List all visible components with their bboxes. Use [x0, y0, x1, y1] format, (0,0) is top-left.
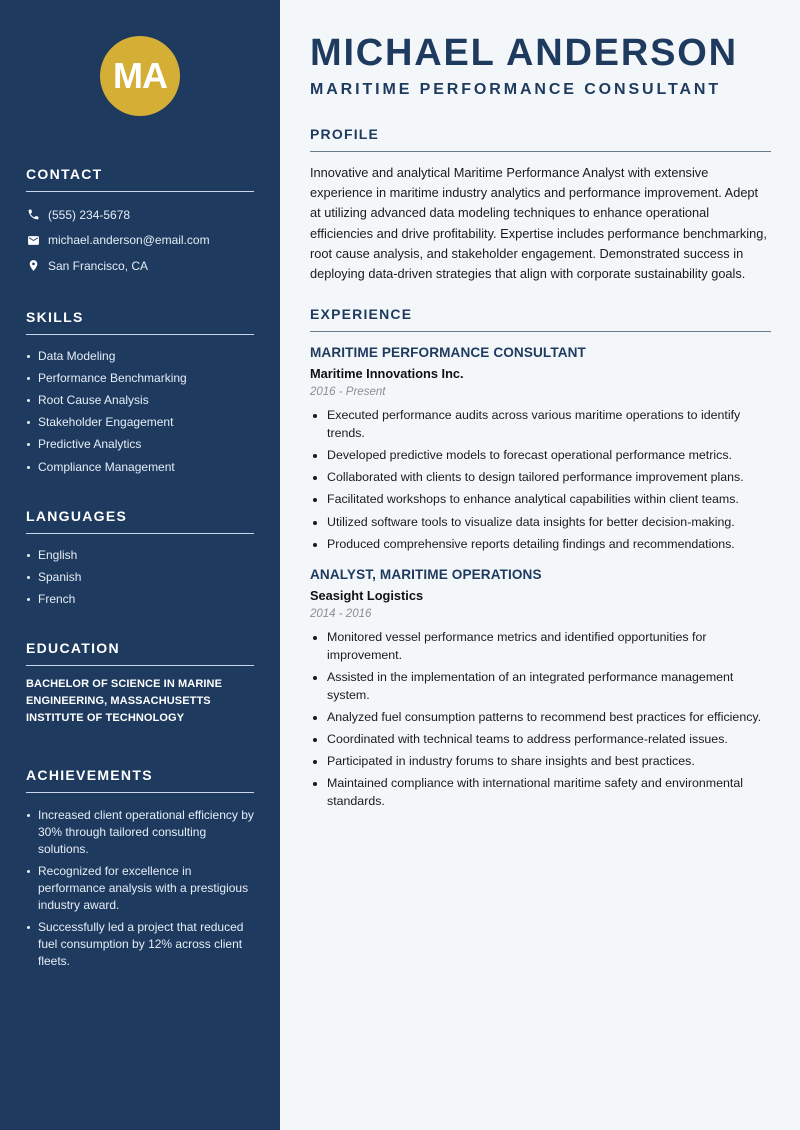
job-dates: 2016 - Present — [310, 386, 386, 399]
location-pin-icon — [26, 259, 40, 273]
languages-list — [26, 544, 254, 611]
email-value: michael.anderson@email.com — [48, 233, 210, 248]
job-bullet: Participated in industry forums to share insights and best practices. — [310, 753, 771, 771]
job-company: Seasight Logistics — [310, 588, 424, 604]
skill-item: Stakeholder Engagement — [26, 411, 254, 433]
job-bullet: Utilized software tools to visualize data insights for better decision-making. — [310, 514, 771, 532]
skill-item: Data Modeling — [26, 345, 254, 367]
job-bullet: Analyzed fuel consumption patterns to recommend best practices for efficiency. — [310, 709, 771, 727]
job-bullet: Collaborated with clients to design tailored performance improvement plans. — [310, 469, 771, 487]
skills-list — [26, 345, 254, 478]
contact-heading: CONTACT — [26, 166, 254, 192]
location-value: San Francisco, CA — [48, 258, 149, 273]
job-bullet: Coordinated with technical teams to address performance-related issues. — [310, 731, 771, 749]
contact-location — [26, 253, 254, 279]
job-company: Maritime Innovations Inc. — [310, 366, 464, 382]
phone-value: (555) 234-5678 — [48, 207, 131, 222]
achievement-item: Recognized for excellence in performance analysis with a prestigious industry award. — [26, 863, 254, 914]
achievements-heading: ACHIEVEMENTS — [26, 767, 254, 793]
skills-section — [26, 309, 254, 478]
job-bullets — [310, 407, 771, 553]
job-bullet: Assisted in the implementation of an integrated performance management system. — [310, 669, 771, 704]
candidate-name: MICHAEL ANDERSON — [310, 32, 738, 74]
profile-section — [310, 126, 771, 284]
experience-section — [310, 306, 771, 810]
education-entry: BACHELOR OF SCIENCE IN MARINE ENGINEERING, MASSACHUSETTS INSTITUTE OF TECHNOLOGY — [26, 678, 223, 725]
language-item: French — [26, 588, 254, 610]
job-dates: 2014 - 2016 — [310, 608, 372, 621]
avatar-container — [26, 36, 254, 116]
achievements-list — [26, 807, 254, 970]
contact-phone — [26, 202, 254, 228]
achievement-item: Successfully led a project that reduced fuel consumption by 12% across client fleets. — [26, 919, 254, 970]
experience-heading: EXPERIENCE — [310, 306, 771, 332]
mail-icon — [26, 233, 40, 247]
language-item: Spanish — [26, 566, 254, 588]
contact-email — [26, 228, 254, 254]
job-bullet: Monitored vessel performance metrics and identified opportunities for improvement. — [310, 629, 771, 664]
languages-heading: LANGUAGES — [26, 508, 254, 534]
job-entry — [310, 345, 771, 553]
languages-section — [26, 508, 254, 611]
achievements-section — [26, 767, 254, 970]
job-bullets — [310, 629, 771, 810]
job-bullet: Produced comprehensive reports detailing findings and recommendations. — [310, 536, 771, 554]
candidate-title: MARITIME PERFORMANCE CONSULTANT — [310, 81, 722, 98]
skills-heading: SKILLS — [26, 309, 254, 335]
job-bullet: Facilitated workshops to enhance analytical capabilities within client teams. — [310, 491, 771, 509]
phone-icon — [26, 208, 40, 222]
main-content — [280, 0, 800, 1130]
sidebar — [0, 0, 280, 1130]
skill-item: Performance Benchmarking — [26, 367, 254, 389]
language-item: English — [26, 544, 254, 566]
job-role: MARITIME PERFORMANCE CONSULTANT — [310, 345, 586, 361]
job-role: ANALYST, MARITIME OPERATIONS — [310, 567, 542, 583]
avatar-initials: MA — [100, 36, 180, 116]
profile-heading: PROFILE — [310, 126, 771, 152]
job-entry — [310, 567, 771, 810]
education-heading: EDUCATION — [26, 640, 254, 666]
profile-summary: Innovative and analytical Maritime Performance Analyst with extensive experience in maritime industry analytics and performance improvement. Adept at utilizing advanced data modeling techniques to enhance operational efficiencies and drive profitability. Expertise includes performance benchmarking, root cause analysis, and stakeholder engagement. Demonstrated success in deploying data-driven strategies that align with corporate sustainability goals. — [310, 165, 767, 282]
skill-item: Predictive Analytics — [26, 433, 254, 455]
job-bullet: Executed performance audits across various maritime operations to identify trends. — [310, 407, 771, 442]
contact-section — [26, 166, 254, 279]
skill-item: Compliance Management — [26, 456, 254, 478]
education-section — [26, 640, 254, 727]
job-bullet: Developed predictive models to forecast operational performance metrics. — [310, 447, 771, 465]
job-bullet: Maintained compliance with international maritime safety and environmental standards. — [310, 775, 771, 810]
achievement-item: Increased client operational efficiency by 30% through tailored consulting solutions. — [26, 807, 254, 858]
skill-item: Root Cause Analysis — [26, 389, 254, 411]
